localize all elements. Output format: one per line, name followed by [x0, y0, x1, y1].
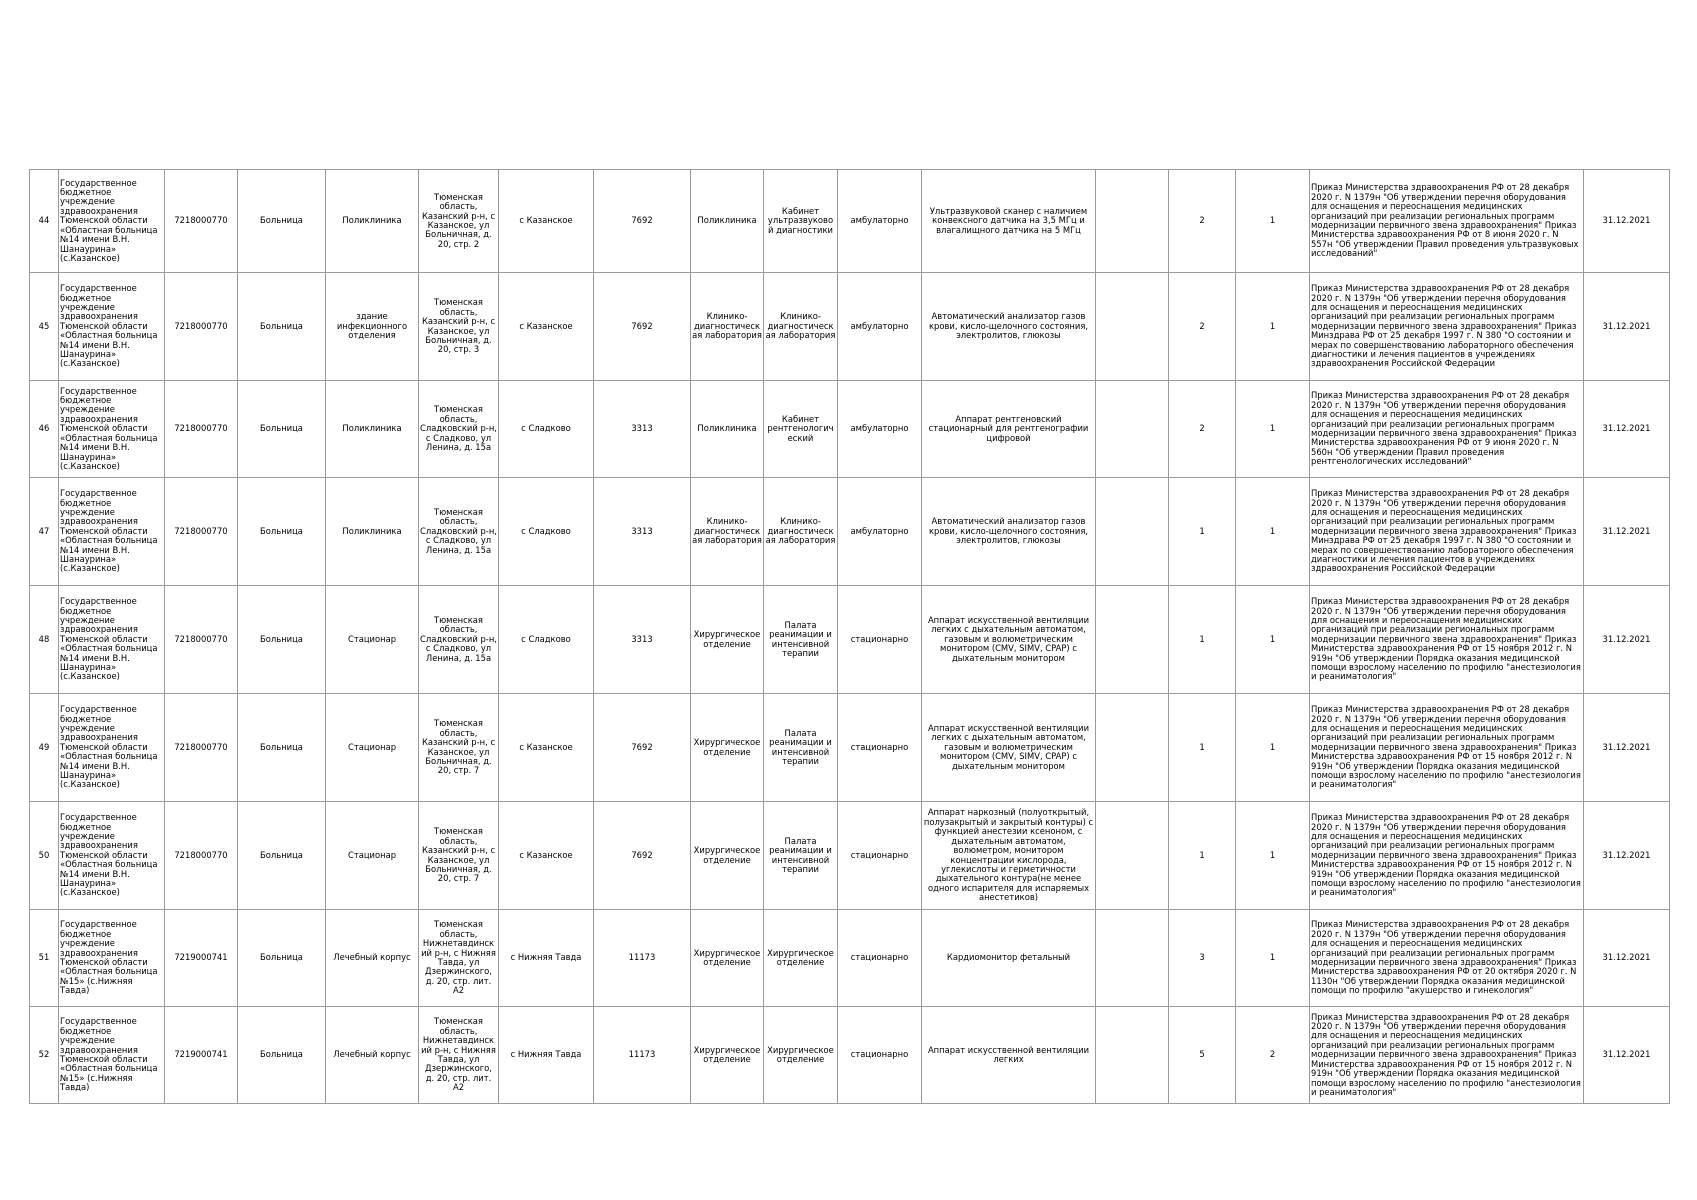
table-row — [30, 1007, 1670, 1104]
cabinet-cell: Палата реанимации и интенсивной терапии — [764, 802, 838, 910]
building-cell: Лечебный корпус — [326, 910, 419, 1007]
row-number-cell: 45 — [30, 273, 59, 381]
locality-cell: с Нижняя Тавда — [499, 910, 594, 1007]
row-number-cell: 51 — [30, 910, 59, 1007]
row-number-cell: 44 — [30, 170, 59, 273]
legal-basis-cell: Приказ Министерства здравоохранения РФ от 28 декабря 2020 г. N 1379н "Об утверждении перечня оборудования для оснащения и переоснащения медицинских организаций при реализации региональных программ модернизации первичного звена здравоохранения" Приказ Минздрава РФ от 25 декабря 1997 г. N 380 "О состоянии и мерах по совершенствованию лабораторного обеспечения диагностики и лечения пациентов в учреждениях здравоохранения Российской Федерации — [1310, 273, 1584, 381]
building-cell: Поликлиника — [326, 478, 419, 586]
address-cell: Тюменская область, Казанский р-н, с Казанское, ул Больничная, д. 20, стр. 3 — [419, 273, 499, 381]
deadline-date-cell: 31.12.2021 — [1584, 478, 1670, 586]
required-quantity-cell: 3 — [1169, 910, 1236, 1007]
equipment-cell: Автоматический анализатор газов крови, кисло-щелочного состояния, электролитов, глюкозы — [922, 478, 1096, 586]
empty-cell — [1096, 1007, 1169, 1104]
locality-cell: с Сладково — [499, 478, 594, 586]
row-number-cell: 49 — [30, 694, 59, 802]
address-cell: Тюменская область, Сладковский р-н, с Сладково, ул Ленина, д. 15а — [419, 586, 499, 694]
equipment-cell: Кардиомонитор фетальный — [922, 910, 1096, 1007]
facility-type-cell: Больница — [238, 273, 326, 381]
empty-cell — [1096, 381, 1169, 478]
locality-cell: с Казанское — [499, 694, 594, 802]
deadline-date-cell: 31.12.2021 — [1584, 1007, 1670, 1104]
department-cell: Поликлиника — [691, 170, 764, 273]
table-row — [30, 586, 1670, 694]
required-quantity-cell: 1 — [1169, 694, 1236, 802]
required-quantity-cell: 2 — [1169, 381, 1236, 478]
building-cell: здание инфекционного отделения — [326, 273, 419, 381]
building-cell: Поликлиника — [326, 381, 419, 478]
cabinet-cell: Палата реанимации и интенсивной терапии — [764, 694, 838, 802]
population-cell: 3313 — [594, 586, 691, 694]
facility-type-cell: Больница — [238, 586, 326, 694]
care-mode-cell: амбулаторно — [838, 381, 922, 478]
care-mode-cell: стационарно — [838, 1007, 922, 1104]
population-cell: 3313 — [594, 478, 691, 586]
row-number-cell: 47 — [30, 478, 59, 586]
inn-cell: 7218000770 — [165, 694, 238, 802]
address-cell: Тюменская область, Сладковский р-н, с Сладково, ул Ленина, д. 15а — [419, 381, 499, 478]
legal-basis-cell: Приказ Министерства здравоохранения РФ от 28 декабря 2020 г. N 1379н "Об утверждении перечня оборудования для оснащения и переоснащения медицинских организаций при реализации региональных программ модернизации первичного звена здравоохранения" Приказ Министерства здравоохранения РФ от 15 ноября 2012 г. N 919н "Об утверждении Порядка оказания медицинской помощи взрослому населению по профилю "анестезиология и реаниматология" — [1310, 694, 1584, 802]
department-cell: Хирургическое отделение — [691, 910, 764, 1007]
care-mode-cell: стационарно — [838, 694, 922, 802]
available-quantity-cell: 1 — [1236, 910, 1310, 1007]
inn-cell: 7218000770 — [165, 478, 238, 586]
facility-type-cell: Больница — [238, 170, 326, 273]
table-row — [30, 170, 1670, 273]
table-row — [30, 381, 1670, 478]
department-cell: Хирургическое отделение — [691, 802, 764, 910]
care-mode-cell: стационарно — [838, 802, 922, 910]
population-cell: 11173 — [594, 1007, 691, 1104]
organization-cell: Государственное бюджетное учреждение здравоохранения Тюменской области «Областная больница №15» (с.Нижняя Тавда) — [59, 1007, 165, 1104]
population-cell: 7692 — [594, 170, 691, 273]
population-cell: 7692 — [594, 802, 691, 910]
locality-cell: с Нижняя Тавда — [499, 1007, 594, 1104]
equipment-cell: Автоматический анализатор газов крови, кисло-щелочного состояния, электролитов, глюкозы — [922, 273, 1096, 381]
table-row — [30, 478, 1670, 586]
building-cell: Поликлиника — [326, 170, 419, 273]
department-cell: Клинико-диагностическ ая лаборатория — [691, 478, 764, 586]
available-quantity-cell: 1 — [1236, 802, 1310, 910]
empty-cell — [1096, 586, 1169, 694]
empty-cell — [1096, 273, 1169, 381]
facility-type-cell: Больница — [238, 802, 326, 910]
facility-type-cell: Больница — [238, 910, 326, 1007]
cabinet-cell: Клинико-диагностическ ая лаборатория — [764, 273, 838, 381]
locality-cell: с Сладково — [499, 586, 594, 694]
population-cell: 7692 — [594, 694, 691, 802]
deadline-date-cell: 31.12.2021 — [1584, 170, 1670, 273]
empty-cell — [1096, 802, 1169, 910]
legal-basis-cell: Приказ Министерства здравоохранения РФ от 28 декабря 2020 г. N 1379н "Об утверждении перечня оборудования для оснащения и переоснащения медицинских организаций при реализации региональных программ модернизации первичного звена здравоохранения" Приказ Минздрава РФ от 25 декабря 1997 г. N 380 "О состоянии и мерах по совершенствованию лабораторного обеспечения диагностики и лечения пациентов в учреждениях здравоохранения Российской Федерации — [1310, 478, 1584, 586]
organization-cell: Государственное бюджетное учреждение здравоохранения Тюменской области «Областная больница №14 имени В.Н. Шанаурина» (с.Казанское) — [59, 478, 165, 586]
population-cell: 7692 — [594, 273, 691, 381]
legal-basis-cell: Приказ Министерства здравоохранения РФ от 28 декабря 2020 г. N 1379н "Об утверждении перечня оборудования для оснащения и переоснащения медицинских организаций при реализации региональных программ модернизации первичного звена здравоохранения" Приказ Министерства здравоохранения РФ от 20 октября 2020 г. N 1130н "Об утверждении Порядка оказания медицинской помощи по профилю "акушерство и гинекология" — [1310, 910, 1584, 1007]
available-quantity-cell: 1 — [1236, 273, 1310, 381]
facility-type-cell: Больница — [238, 478, 326, 586]
address-cell: Тюменская область, Казанский р-н, с Казанское, ул Больничная, д. 20, стр. 7 — [419, 802, 499, 910]
available-quantity-cell: 1 — [1236, 586, 1310, 694]
row-number-cell: 46 — [30, 381, 59, 478]
facility-type-cell: Больница — [238, 381, 326, 478]
empty-cell — [1096, 170, 1169, 273]
cabinet-cell: Хирургическое отделение — [764, 1007, 838, 1104]
empty-cell — [1096, 910, 1169, 1007]
address-cell: Тюменская область, Нижнетавдинск ий р-н, с Нижняя Тавда, ул Дзержинского, д. 20, стр. лит. А2 — [419, 910, 499, 1007]
deadline-date-cell: 31.12.2021 — [1584, 273, 1670, 381]
inn-cell: 7218000770 — [165, 381, 238, 478]
equipment-cell: Аппарат искусственной вентиляции легких с дыхательным автоматом, газовым и волюметрическим монитором (CMV, SIMV, CPAP) с дыхательным монитором — [922, 586, 1096, 694]
table-row — [30, 910, 1670, 1007]
building-cell: Лечебный корпус — [326, 1007, 419, 1104]
required-quantity-cell: 1 — [1169, 478, 1236, 586]
equipment-cell: Аппарат рентгеновский стационарный для рентгенографии цифровой — [922, 381, 1096, 478]
inn-cell: 7218000770 — [165, 802, 238, 910]
population-cell: 3313 — [594, 381, 691, 478]
legal-basis-cell: Приказ Министерства здравоохранения РФ от 28 декабря 2020 г. N 1379н "Об утверждении перечня оборудования для оснащения и переоснащения медицинских организаций при реализации региональных программ модернизации первичного звена здравоохранения" Приказ Министерства здравоохранения РФ от 9 июня 2020 г. N 560н "Об утверждении Правил проведения рентгенологических исследований" — [1310, 381, 1584, 478]
inn-cell: 7219000741 — [165, 910, 238, 1007]
required-quantity-cell: 2 — [1169, 273, 1236, 381]
care-mode-cell: стационарно — [838, 586, 922, 694]
care-mode-cell: амбулаторно — [838, 478, 922, 586]
legal-basis-cell: Приказ Министерства здравоохранения РФ от 28 декабря 2020 г. N 1379н "Об утверждении перечня оборудования для оснащения и переоснащения медицинских организаций при реализации региональных программ модернизации первичного звена здравоохранения" Приказ Министерства здравоохранения РФ от 15 ноября 2012 г. N 919н "Об утверждении Порядка оказания медицинской помощи взрослому населению по профилю "анестезиология и реаниматология" — [1310, 586, 1584, 694]
required-quantity-cell: 5 — [1169, 1007, 1236, 1104]
legal-basis-cell: Приказ Министерства здравоохранения РФ от 28 декабря 2020 г. N 1379н "Об утверждении перечня оборудования для оснащения и переоснащения медицинских организаций при реализации региональных программ модернизации первичного звена здравоохранения" Приказ Министерства здравоохранения РФ от 8 июня 2020 г. N 557н "Об утверждении Правил проведения ультразвуковых исследований" — [1310, 170, 1584, 273]
care-mode-cell: амбулаторно — [838, 170, 922, 273]
available-quantity-cell: 1 — [1236, 478, 1310, 586]
cabinet-cell: Кабинет рентгенологич еский — [764, 381, 838, 478]
department-cell: Хирургическое отделение — [691, 1007, 764, 1104]
table-body — [30, 170, 1670, 1104]
organization-cell: Государственное бюджетное учреждение здравоохранения Тюменской области «Областная больница №14 имени В.Н. Шанаурина» (с.Казанское) — [59, 170, 165, 273]
available-quantity-cell: 1 — [1236, 381, 1310, 478]
organization-cell: Государственное бюджетное учреждение здравоохранения Тюменской области «Областная больница №15» (с.Нижняя Тавда) — [59, 910, 165, 1007]
organization-cell: Государственное бюджетное учреждение здравоохранения Тюменской области «Областная больница №14 имени В.Н. Шанаурина» (с.Казанское) — [59, 694, 165, 802]
facility-type-cell: Больница — [238, 1007, 326, 1104]
locality-cell: с Казанское — [499, 170, 594, 273]
required-quantity-cell: 2 — [1169, 170, 1236, 273]
building-cell: Стационар — [326, 586, 419, 694]
cabinet-cell: Палата реанимации и интенсивной терапии — [764, 586, 838, 694]
department-cell: Поликлиника — [691, 381, 764, 478]
department-cell: Хирургическое отделение — [691, 586, 764, 694]
locality-cell: с Сладково — [499, 381, 594, 478]
cabinet-cell: Клинико-диагностическ ая лаборатория — [764, 478, 838, 586]
required-quantity-cell: 1 — [1169, 802, 1236, 910]
building-cell: Стационар — [326, 694, 419, 802]
care-mode-cell: амбулаторно — [838, 273, 922, 381]
deadline-date-cell: 31.12.2021 — [1584, 802, 1670, 910]
empty-cell — [1096, 478, 1169, 586]
population-cell: 11173 — [594, 910, 691, 1007]
deadline-date-cell: 31.12.2021 — [1584, 586, 1670, 694]
department-cell: Хирургическое отделение — [691, 694, 764, 802]
locality-cell: с Казанское — [499, 273, 594, 381]
department-cell: Клинико-диагностическ ая лаборатория — [691, 273, 764, 381]
required-quantity-cell: 1 — [1169, 586, 1236, 694]
facility-type-cell: Больница — [238, 694, 326, 802]
row-number-cell: 48 — [30, 586, 59, 694]
equipment-cell: Аппарат наркозный (полуоткрытый, полузакрытый и закрытый контуры) с функцией анестезии ксеноном, с дыхательным автоматом, волюметром, монитором концентрации кислорода, углекислоты и герметичности дыхательного контура(не менее одного испарителя для испаряемых анестетиков) — [922, 802, 1096, 910]
cabinet-cell: Кабинет ультразвуково й диагностики — [764, 170, 838, 273]
inn-cell: 7218000770 — [165, 170, 238, 273]
table-row — [30, 802, 1670, 910]
organization-cell: Государственное бюджетное учреждение здравоохранения Тюменской области «Областная больница №14 имени В.Н. Шанаурина» (с.Казанское) — [59, 273, 165, 381]
care-mode-cell: стационарно — [838, 910, 922, 1007]
table-row — [30, 273, 1670, 381]
address-cell: Тюменская область, Казанский р-н, с Казанское, ул Больничная, д. 20, стр. 2 — [419, 170, 499, 273]
locality-cell: с Казанское — [499, 802, 594, 910]
organization-cell: Государственное бюджетное учреждение здравоохранения Тюменской области «Областная больница №14 имени В.Н. Шанаурина» (с.Казанское) — [59, 802, 165, 910]
available-quantity-cell: 2 — [1236, 1007, 1310, 1104]
available-quantity-cell: 1 — [1236, 170, 1310, 273]
deadline-date-cell: 31.12.2021 — [1584, 381, 1670, 478]
deadline-date-cell: 31.12.2021 — [1584, 694, 1670, 802]
available-quantity-cell: 1 — [1236, 694, 1310, 802]
inn-cell: 7218000770 — [165, 273, 238, 381]
cabinet-cell: Хирургическое отделение — [764, 910, 838, 1007]
equipment-cell: Ультразвуковой сканер с наличием конвексного датчика на 3,5 МГц и влагалищного датчика на 5 МГц — [922, 170, 1096, 273]
row-number-cell: 52 — [30, 1007, 59, 1104]
organization-cell: Государственное бюджетное учреждение здравоохранения Тюменской области «Областная больница №14 имени В.Н. Шанаурина» (с.Казанское) — [59, 381, 165, 478]
equipment-cell: Аппарат искусственной вентиляции легких — [922, 1007, 1096, 1104]
empty-cell — [1096, 694, 1169, 802]
equipment-cell: Аппарат искусственной вентиляции легких с дыхательным автоматом, газовым и волюметрическим монитором (CMV, SIMV, CPAP) с дыхательным монитором — [922, 694, 1096, 802]
deadline-date-cell: 31.12.2021 — [1584, 910, 1670, 1007]
building-cell: Стационар — [326, 802, 419, 910]
address-cell: Тюменская область, Нижнетавдинск ий р-н, с Нижняя Тавда, ул Дзержинского, д. 20, стр. лит. А2 — [419, 1007, 499, 1104]
organization-cell: Государственное бюджетное учреждение здравоохранения Тюменской области «Областная больница №14 имени В.Н. Шанаурина» (с.Казанское) — [59, 586, 165, 694]
address-cell: Тюменская область, Казанский р-н, с Казанское, ул Больничная, д. 20, стр. 7 — [419, 694, 499, 802]
inn-cell: 7219000741 — [165, 1007, 238, 1104]
inn-cell: 7218000770 — [165, 586, 238, 694]
equipment-table — [29, 169, 1670, 1104]
legal-basis-cell: Приказ Министерства здравоохранения РФ от 28 декабря 2020 г. N 1379н "Об утверждении перечня оборудования для оснащения и переоснащения медицинских организаций при реализации региональных программ модернизации первичного звена здравоохранения" Приказ Министерства здравоохранения РФ от 15 ноября 2012 г. N 919н "Об утверждении Порядка оказания медицинской помощи взрослому населению по профилю "анестезиология и реаниматология" — [1310, 1007, 1584, 1104]
legal-basis-cell: Приказ Министерства здравоохранения РФ от 28 декабря 2020 г. N 1379н "Об утверждении перечня оборудования для оснащения и переоснащения медицинских организаций при реализации региональных программ модернизации первичного звена здравоохранения" Приказ Министерства здравоохранения РФ от 15 ноября 2012 г. N 919н "Об утверждении Порядка оказания медицинской помощи взрослому населению по профилю "анестезиология и реаниматология" — [1310, 802, 1584, 910]
address-cell: Тюменская область, Сладковский р-н, с Сладково, ул Ленина, д. 15а — [419, 478, 499, 586]
table-row — [30, 694, 1670, 802]
row-number-cell: 50 — [30, 802, 59, 910]
